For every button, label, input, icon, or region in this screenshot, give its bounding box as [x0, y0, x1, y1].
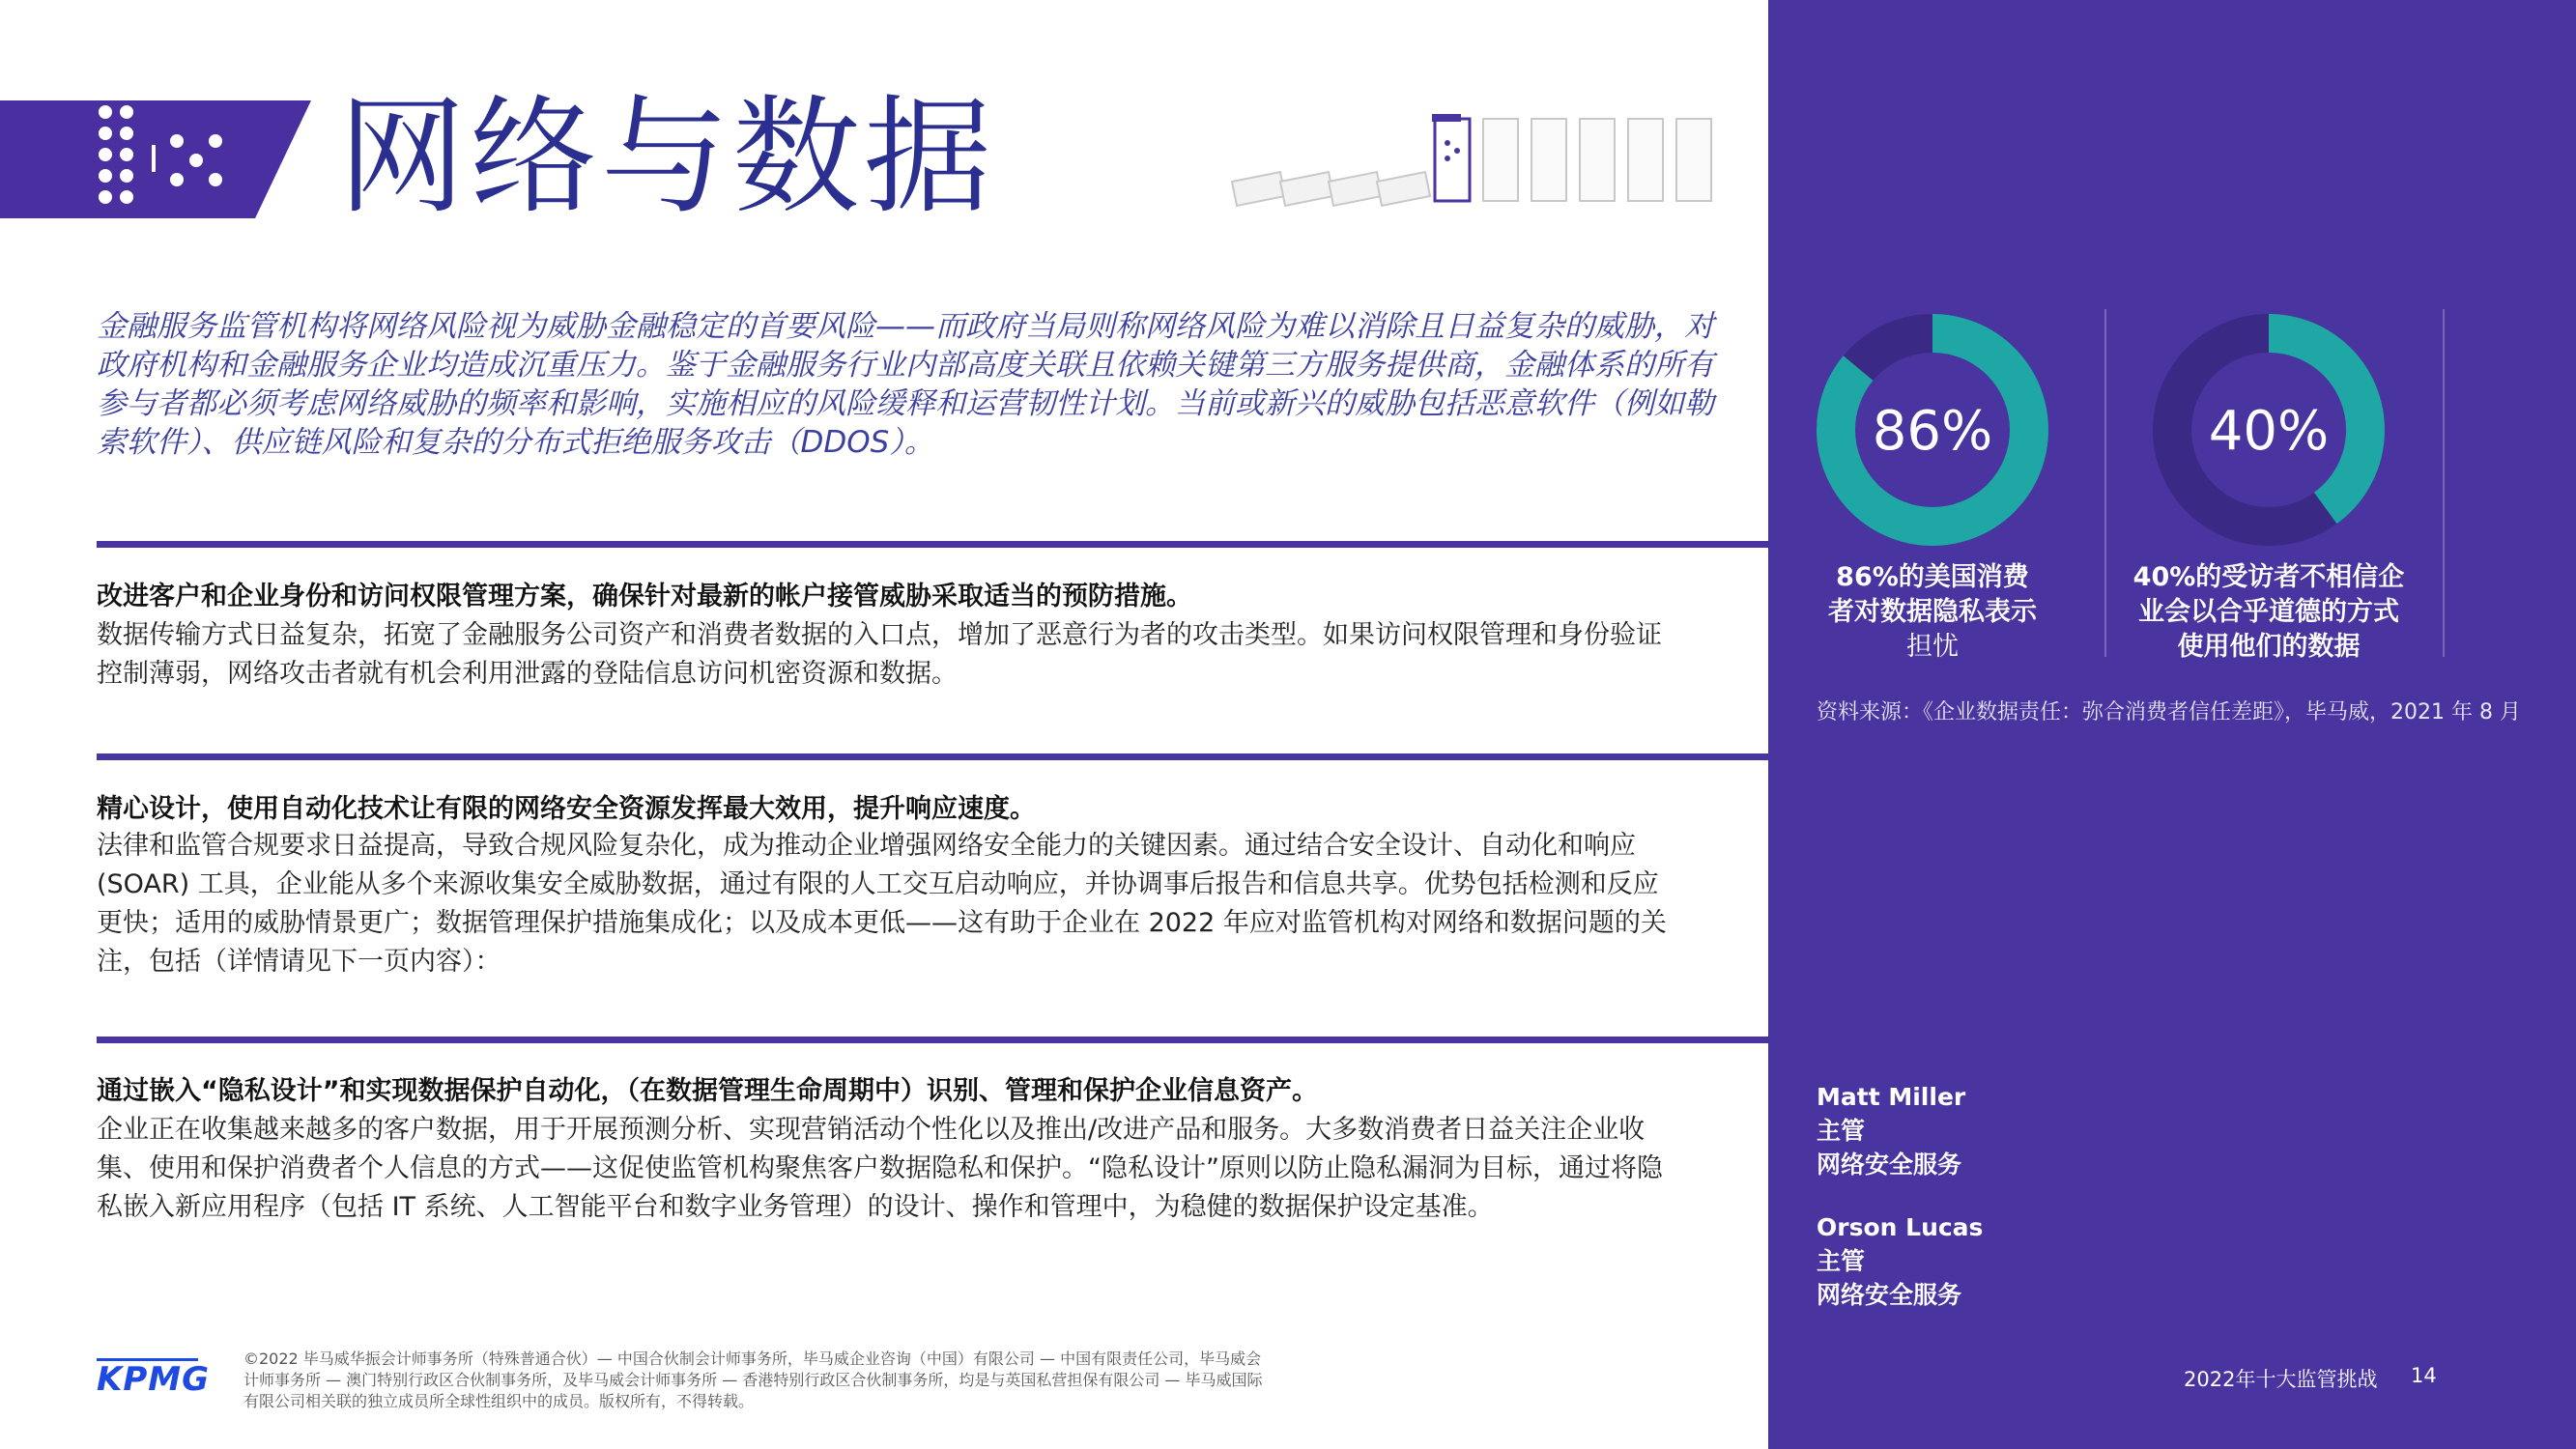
contact-name: Matt Miller [1817, 1083, 1966, 1111]
donut-percent-label: 40% [2208, 400, 2330, 463]
section-body: 企业正在收集越来越多的客户数据，用于开展预测分析、实现营销活动个性化以及推出/改进产品和服务。大多数消费者日益关注企业收集、使用和保护消费者个人信息的方式——这促使监管机构聚焦客户数据隐私和保护。“隐私设计”原则以防止隐私漏洞为目标，通过将隐私嵌入新应用程序（包括 IT 系统、人工智能平台和数字业务管理）的设计、操作和管理中，为稳健的数据保护设定基准。 [97, 1115, 1663, 1222]
stat-caption-line: 使用他们的数据 [2177, 632, 2361, 662]
stat-caption [2124, 560, 2414, 665]
donut-percent-label: 86% [1872, 400, 1993, 463]
contact-dept: 网络安全服务 [1817, 1151, 1962, 1179]
stat-caption-line: 86%的美国消费 [1836, 562, 2029, 592]
section-title: 改进客户和企业身份和访问权限管理方案，确保针对最新的帐户接管威胁采取适当的预防措施。 [97, 582, 1192, 611]
section-body: 法律和监管合规要求日益提高，导致合规风险复杂化，成为推动企业增强网络安全能力的关键因素。通过结合安全设计、自动化和响应(SOAR) 工具，企业能从多个来源收集安全威胁数据，通过有限的人工交互启动响应，并协调事后报告和信息共享。优势包括检测和反应更快；适用的威胁情景更广；数据管理保护措施集成化；以及成本更低——这有助于企业在 2022 年应对监管机构对网络和数据问题的关注，包括（详情请见下一页内容）： [97, 831, 1667, 977]
section-divider [97, 1037, 1768, 1043]
stat-caption-line: 者对数据隐私表示 [1828, 597, 2037, 627]
contact-role: 主管 [1817, 1247, 1866, 1275]
stat-separator [2104, 309, 2106, 657]
contact-role: 主管 [1817, 1117, 1866, 1145]
page-title: 网络与数据 [338, 83, 995, 232]
intro-paragraph: 金融服务监管机构将网络风险视为威胁金融稳定的首要风险——而政府当局则称网络风险为难以消除且日益复杂的威胁，对政府机构和金融服务企业均造成沉重压力。鉴于金融服务行业内部高度关联且依赖关键第三方服务提供商，金融体系的所有参与者都必须考虑网络威胁的频率和影响，实施相应的风险缓释和运营韧性计划。当前或新兴的威胁包括恶意软件（例如勒索软件）、供应链风险和复杂的分布式拒绝服务攻击（DDOS）。 [97, 309, 1714, 460]
stat-separator [2443, 309, 2445, 657]
source-note: 资料来源：《企业数据责任：弥合消费者信任差距》，毕马威，2021 年 8 月 [1817, 700, 2521, 724]
page-number: 14 [2411, 1364, 2437, 1387]
donut-chart-86 [1812, 309, 2053, 551]
section-divider [97, 753, 1768, 760]
report-title: 2022年十大监管挑战 [2184, 1368, 2378, 1391]
dot-logo-icon [92, 104, 237, 214]
stat-caption-line: 业会以合乎道德的方式 [2138, 597, 2399, 627]
contact-name: Orson Lucas [1817, 1213, 1984, 1241]
contact-dept: 网络安全服务 [1817, 1281, 1962, 1309]
section-body: 数据传输方式日益复杂，拓宽了金融服务公司资产和消费者数据的入口点，增加了恶意行为者的攻击类型。如果访问权限管理和身份验证控制薄弱，网络攻击者就有机会利用泄露的登陆信息访问机密资源和数据。 [97, 620, 1662, 689]
section-title: 通过嵌入“隐私设计”和实现数据保护自动化，（在数据管理生命周期中）识别、管理和保护企业信息资产。 [97, 1076, 1318, 1106]
stat-caption [1788, 560, 2077, 665]
kpmg-logo: KPMG [97, 1360, 211, 1399]
contact-card [1817, 1080, 1965, 1181]
stat-caption-line: 40%的受访者不相信企 [2132, 562, 2405, 592]
server-illustration-icon [1227, 114, 1739, 211]
footer-legal: ©2022 毕马威华振会计师事务所（特殊普通合伙）— 中国合伙制会计师事务所，毕马威企业咨询（中国）有限公司 — 中国有限责任公司，毕马威会计师事务所 — 澳门特别行政区合伙制事务所，及毕马威会计师事务所 — 香港特别行政区合伙制事务所，均是与英国私营担保有限公司 — 毕马威国际有限公司相关联的独立成员所全球性组织中的成员。版权所有，不得转载。 [243, 1350, 1263, 1410]
donut-chart-40 [2148, 309, 2390, 551]
contact-card [1817, 1210, 1983, 1312]
section-title: 精心设计，使用自动化技术让有限的网络安全资源发挥最大效用，提升响应速度。 [97, 794, 1036, 824]
section-divider [97, 541, 1768, 548]
stat-caption-line: 担忧 [1906, 632, 1959, 662]
